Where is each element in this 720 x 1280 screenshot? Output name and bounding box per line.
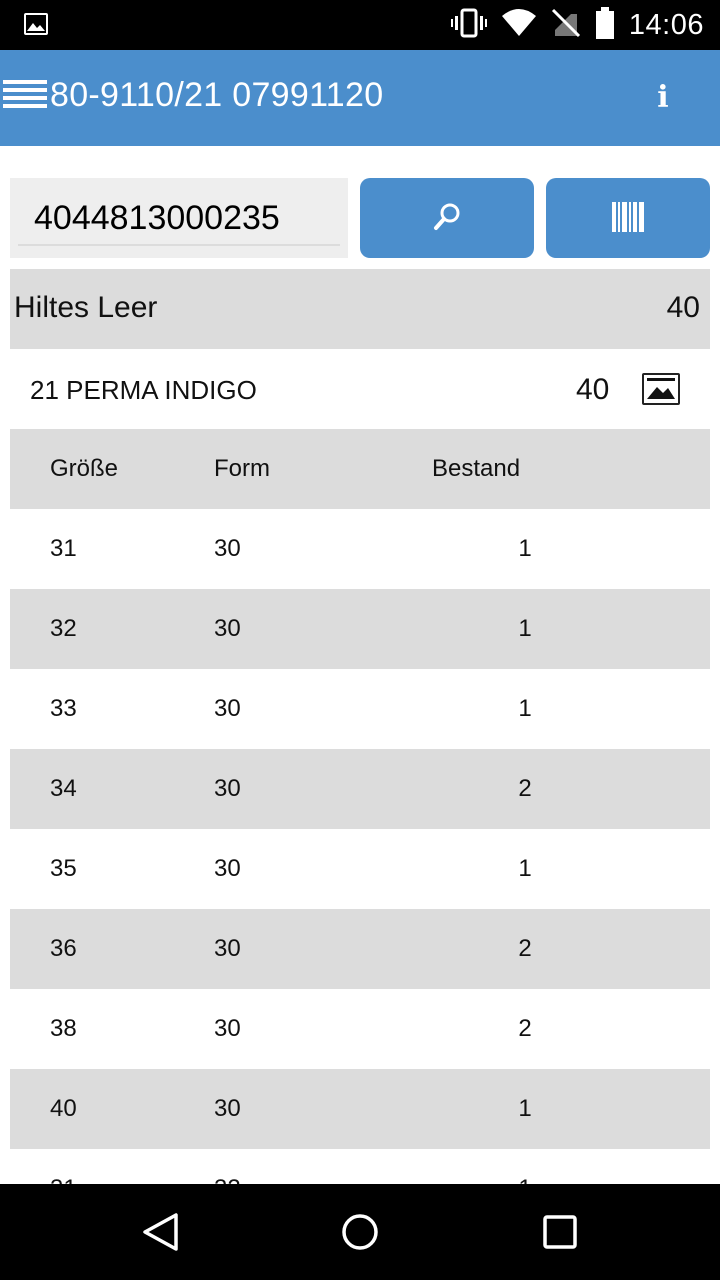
status-bar bbox=[0, 0, 720, 50]
size-table[interactable] bbox=[10, 509, 710, 1184]
table-row[interactable] bbox=[10, 829, 710, 909]
cell-size: 32 bbox=[50, 615, 77, 642]
app-bar bbox=[0, 50, 720, 146]
menu-icon[interactable] bbox=[3, 80, 47, 116]
cell-size: 31 bbox=[50, 535, 77, 562]
page-title: 80-9110/21 07991120 bbox=[50, 76, 384, 114]
cell-form: 30 bbox=[214, 1015, 241, 1042]
no-signal-icon bbox=[551, 8, 581, 43]
barcode-scan-button[interactable] bbox=[546, 178, 710, 258]
cell-form: 30 bbox=[214, 615, 241, 642]
image-icon[interactable] bbox=[642, 373, 680, 405]
article-name: 21 PERMA INDIGO bbox=[30, 375, 257, 405]
cell-stock: 1 bbox=[518, 615, 532, 642]
table-row[interactable] bbox=[10, 989, 710, 1069]
cell-stock: 2 bbox=[518, 1015, 532, 1042]
cell-size: 40 bbox=[50, 1095, 77, 1122]
back-icon[interactable] bbox=[140, 1212, 180, 1252]
barcode-icon bbox=[611, 200, 645, 237]
cell-stock: 1 bbox=[518, 855, 532, 882]
header-stock: Bestand bbox=[432, 455, 521, 482]
table-row[interactable] bbox=[10, 909, 710, 989]
cell-form: 30 bbox=[214, 775, 241, 802]
cell-stock: 1 bbox=[518, 695, 532, 722]
cell-size: 34 bbox=[50, 775, 77, 802]
table-row[interactable] bbox=[10, 509, 710, 589]
cell-form: 30 bbox=[214, 535, 241, 562]
cell-size: 33 bbox=[50, 695, 77, 722]
cell-form: 30 bbox=[214, 695, 241, 722]
info-icon[interactable]: i bbox=[657, 80, 669, 115]
article-total: 40 bbox=[576, 373, 610, 406]
cell-stock: 1 bbox=[518, 535, 532, 562]
header-form: Form bbox=[214, 455, 270, 482]
cell-size: 35 bbox=[50, 855, 77, 882]
store-name: Hiltes Leer bbox=[14, 291, 158, 324]
cell-stock: 2 bbox=[518, 775, 532, 802]
clock: 14:06 bbox=[628, 8, 704, 41]
cell-size: 38 bbox=[50, 1015, 77, 1042]
system-nav-bar bbox=[0, 1184, 720, 1280]
input-underline bbox=[18, 244, 340, 246]
table-row[interactable] bbox=[10, 1069, 710, 1149]
cell-form: 30 bbox=[214, 1095, 241, 1122]
battery-icon bbox=[595, 7, 615, 44]
cell-form: 30 bbox=[214, 935, 241, 962]
gallery-notification-icon bbox=[24, 13, 48, 35]
vibrate-icon bbox=[451, 8, 487, 43]
store-summary-row[interactable] bbox=[10, 269, 710, 349]
cell-size: 36 bbox=[50, 935, 77, 962]
header-size: Größe bbox=[50, 455, 119, 482]
store-total: 40 bbox=[666, 291, 700, 324]
wifi-icon bbox=[501, 8, 537, 43]
home-icon[interactable] bbox=[340, 1212, 380, 1252]
recents-icon[interactable] bbox=[540, 1212, 580, 1252]
table-row[interactable] bbox=[10, 669, 710, 749]
table-row[interactable] bbox=[10, 589, 710, 669]
search-icon bbox=[431, 201, 463, 236]
cell-stock: 1 bbox=[518, 1095, 532, 1122]
search-button[interactable] bbox=[360, 178, 534, 258]
article-row[interactable] bbox=[10, 349, 710, 429]
barcode-input[interactable] bbox=[10, 178, 348, 258]
cell-stock: 2 bbox=[518, 935, 532, 962]
table-row[interactable] bbox=[10, 749, 710, 829]
table-header bbox=[10, 429, 710, 509]
cell-form: 30 bbox=[214, 855, 241, 882]
